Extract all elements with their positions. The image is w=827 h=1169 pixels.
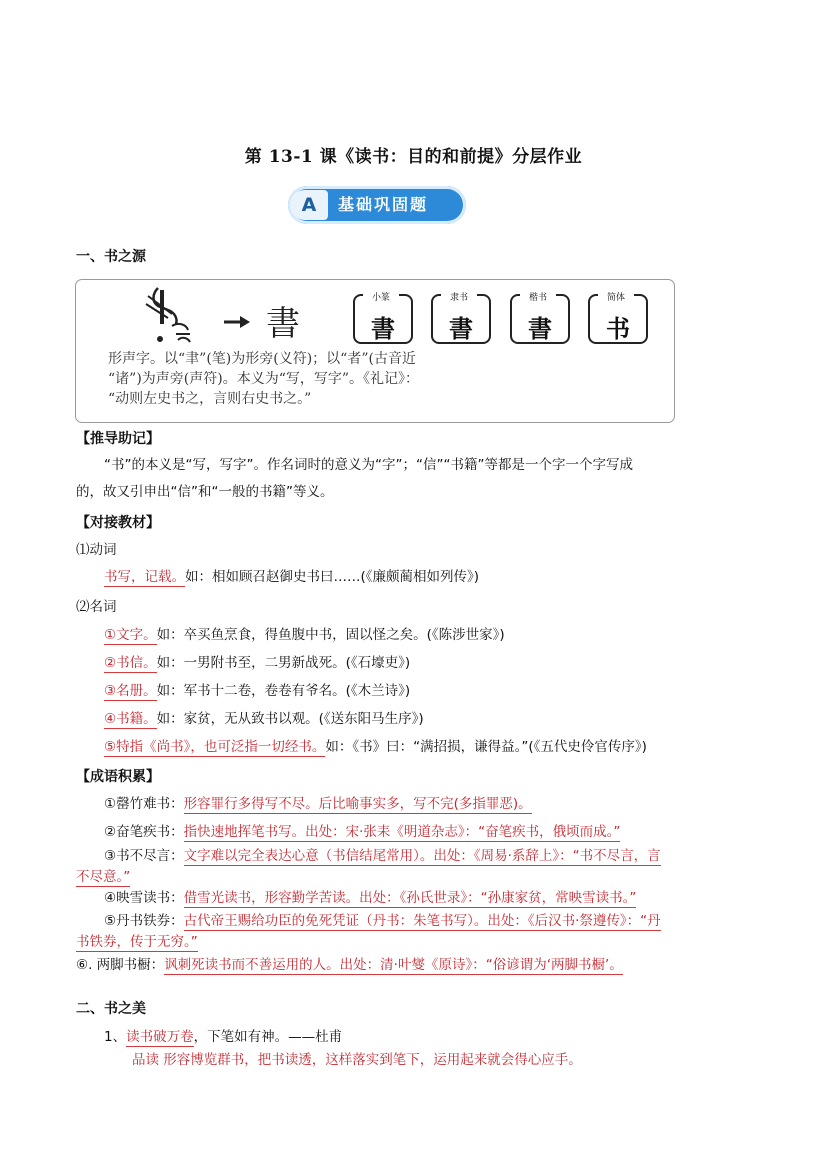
- quote-number: 1、: [104, 1029, 127, 1045]
- idiom-heading: 【成语积累】: [76, 769, 160, 785]
- verb-label: ⑴动词: [76, 542, 117, 558]
- idiom-item: [104, 846, 784, 866]
- idiom-answer: 指快速地挥笔书写。出处：宋·张耒《明道杂志》：“奋笔疾书，俄顷而成。”: [183, 824, 621, 840]
- answer-text: 书写，记载。: [104, 569, 185, 585]
- example-text: 如：卒买鱼烹食，得鱼腹中书，固以怪之矣。(《陈涉世家》): [156, 627, 505, 643]
- idiom-item: [76, 955, 776, 975]
- answer-text: ④书籍。: [104, 711, 157, 727]
- idiom-continuation: [76, 932, 198, 952]
- idiom-term: ②奋笔疾书：: [104, 824, 184, 840]
- etymology-line: 形声字。以“聿”(笔)为形旁(义符)；以“者”(古音近: [108, 351, 416, 367]
- example-text: 如：《书》曰：“满招损，谦得益。”(《五代史伶官传序》): [325, 739, 647, 755]
- level-badge-label: 基础巩固题: [338, 195, 429, 214]
- example-text: 如：一男附书至，二男新战死。(《石壕吏》): [156, 655, 411, 671]
- seal-char-lishu: 書: [449, 315, 473, 343]
- idiom-answer: 文字难以完全表达心意（书信结尾常用）。出处：《周易·系辞上》：“书不尽言，言: [183, 848, 661, 864]
- idiom-term: ③书不尽言：: [104, 848, 184, 864]
- quote-comment: 品读 形容博览群书，把书读透，这样落实到笔下，运用起来就会得心应手。: [132, 1052, 582, 1068]
- etymology-line: “动则左史书之，言则右史书之。”: [108, 391, 312, 407]
- quote-rest: ，下笔如有神。——杜甫: [193, 1029, 343, 1045]
- noun-item: [104, 625, 505, 645]
- mnemonic-heading: 【推导助记】: [76, 431, 160, 447]
- idiom-term: ⑥. 两脚书橱：: [76, 957, 165, 973]
- noun-item: [104, 737, 794, 757]
- noun-item: [104, 709, 424, 729]
- quote-answer: 读书破万卷: [126, 1029, 194, 1045]
- idiom-item: [104, 794, 784, 814]
- idiom-answer-cont: 书铁券，传于无穷。”: [76, 934, 198, 950]
- idiom-continuation: [76, 867, 130, 887]
- idiom-answer: 形容罪行多得写不尽。后比喻事实多，写不完(多指罪恶)。: [183, 796, 532, 812]
- answer-text: ②书信。: [104, 655, 157, 671]
- answer-text: ①文字。: [104, 627, 157, 643]
- idiom-answer: 古代帝王赐给功臣的免死凭证（丹书：朱笔书写）。出处：《后汉书·祭遵传》：“丹: [183, 913, 661, 929]
- section-heading-beauty: 二、书之美: [76, 1001, 146, 1017]
- etymology-text: [108, 349, 668, 409]
- seal-script-char: 書: [266, 304, 300, 344]
- seal-label-kaishu: 楷书: [520, 292, 556, 304]
- idiom-item: [104, 911, 784, 931]
- seal-char-kaishu: 書: [528, 315, 552, 343]
- noun-item: [104, 653, 410, 673]
- seal-char-jianti: 书: [606, 315, 630, 343]
- noun-label: ⑵名词: [76, 599, 117, 615]
- seal-label-lishu: 隶书: [441, 292, 477, 304]
- idiom-term: ⑤丹书铁券：: [104, 913, 184, 929]
- mnemonic-line: “书”的本义是“写，写字”。作名词时的意义为“字”；“信”“书籍”等都是一个字一个字写成: [104, 457, 633, 473]
- answer-text: ③名册。: [104, 683, 157, 699]
- verb-item: [104, 567, 479, 587]
- idiom-term: ④映雪读书：: [104, 890, 184, 906]
- idiom-answer-cont: 不尽意。”: [76, 869, 131, 885]
- idiom-answer: 讽刺死读书而不善运用的人。出处：清·叶燮《原诗》：“俗谚谓为‘两脚书橱’。: [164, 957, 623, 973]
- level-badge-letter: A: [290, 190, 328, 220]
- example-text: 如：军书十二卷，卷卷有爷名。(《木兰诗》): [156, 683, 411, 699]
- pictograph-hand-brush-icon: [138, 284, 200, 348]
- idiom-item: [104, 888, 784, 908]
- noun-item: [104, 681, 410, 701]
- idiom-term: ①罄竹难书：: [104, 796, 184, 812]
- answer-text: ⑤特指《尚书》，也可泛指一切经书。: [104, 739, 326, 755]
- mnemonic-line: 的，故又引申出“信”和“一般的书籍”等义。: [76, 484, 334, 500]
- page-title: 第 13-1 课《读书：目的和前提》分层作业: [244, 147, 583, 167]
- example-text: 如：家贫，无从致书以观。(《送东阳马生序》): [156, 711, 424, 727]
- seal-char-xiaozhuan: 書: [371, 315, 395, 343]
- etymology-line: “诸”)为声旁(声符)。本义为“写，写字”。《礼记》：: [108, 371, 420, 387]
- textbook-heading: 【对接教材】: [76, 515, 160, 531]
- idiom-answer: 借雪光读书，形容勤学苦读。出处：《孙氏世录》：“孙康家贫，常映雪读书。”: [183, 890, 637, 906]
- example-text: 如：相如顾召赵御史书曰……(《廉颇蔺相如列传》): [185, 569, 480, 585]
- seal-label-jianti: 简体: [598, 292, 634, 304]
- quote-line: [104, 1027, 342, 1047]
- section-heading-origin: 一、书之源: [76, 249, 146, 265]
- arrow-right-icon: [224, 316, 250, 328]
- idiom-item: [104, 822, 784, 842]
- seal-label-xiaozhuan: 小篆: [363, 292, 399, 304]
